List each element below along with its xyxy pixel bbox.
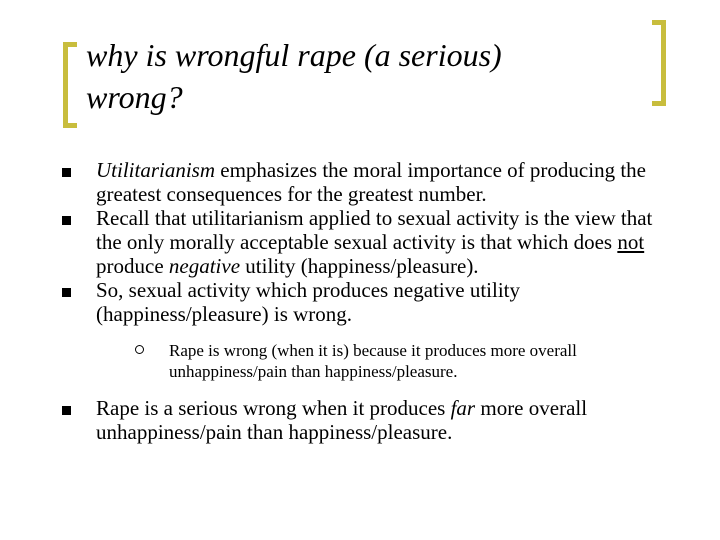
bullet-text: Rape is a serious wrong when it produces bbox=[96, 396, 451, 420]
title-line-2: wrong? bbox=[86, 79, 183, 115]
bullet-text: emphasizes the moral importance of producing the greatest consequences for the greatest number. bbox=[96, 158, 646, 206]
bullet-text: utility (happiness/pleasure). bbox=[240, 254, 479, 278]
italic-word: far bbox=[450, 396, 476, 420]
title-line-1: why is wrongful rape (a serious) bbox=[86, 37, 502, 73]
bullet-text: So, sexual activity which produces negative utility (happiness/pleasure) is wrong. bbox=[96, 278, 520, 326]
bullet-text: produce bbox=[96, 254, 169, 278]
utilitarianism-term: Utilitarianism bbox=[96, 158, 216, 182]
filled-square-bullet-icon bbox=[62, 406, 71, 415]
filled-square-bullet-icon bbox=[62, 288, 71, 297]
bullet-text: more overall unhappiness/pain than happiness/pleasure. bbox=[96, 396, 588, 444]
sub-bullet-item bbox=[96, 340, 680, 382]
bullet-item-utilitarianism bbox=[60, 158, 680, 206]
bullet-item-recall bbox=[60, 206, 680, 278]
bullet-item-so bbox=[60, 278, 680, 382]
slide-title bbox=[86, 34, 626, 118]
title-bracket-right-decoration bbox=[652, 20, 666, 106]
bullet-item-serious-wrong bbox=[60, 396, 680, 444]
sub-bullet-text: Rape is wrong (when it is) because it produces more overall unhappiness/pain than happiness/pleasure. bbox=[169, 341, 577, 381]
title-bracket-left-decoration bbox=[63, 42, 77, 128]
filled-square-bullet-icon bbox=[62, 168, 71, 177]
bullet-text: Recall that utilitarianism applied to sexual activity is the view that the only morally acceptable sexual activity is that which does bbox=[96, 206, 653, 254]
bullet-list bbox=[60, 158, 680, 444]
filled-square-bullet-icon bbox=[62, 216, 71, 225]
italic-word: negative bbox=[168, 254, 241, 278]
hollow-circle-bullet-icon bbox=[135, 345, 144, 354]
underlined-word: not bbox=[617, 230, 645, 254]
sub-bullet-list bbox=[96, 340, 680, 382]
